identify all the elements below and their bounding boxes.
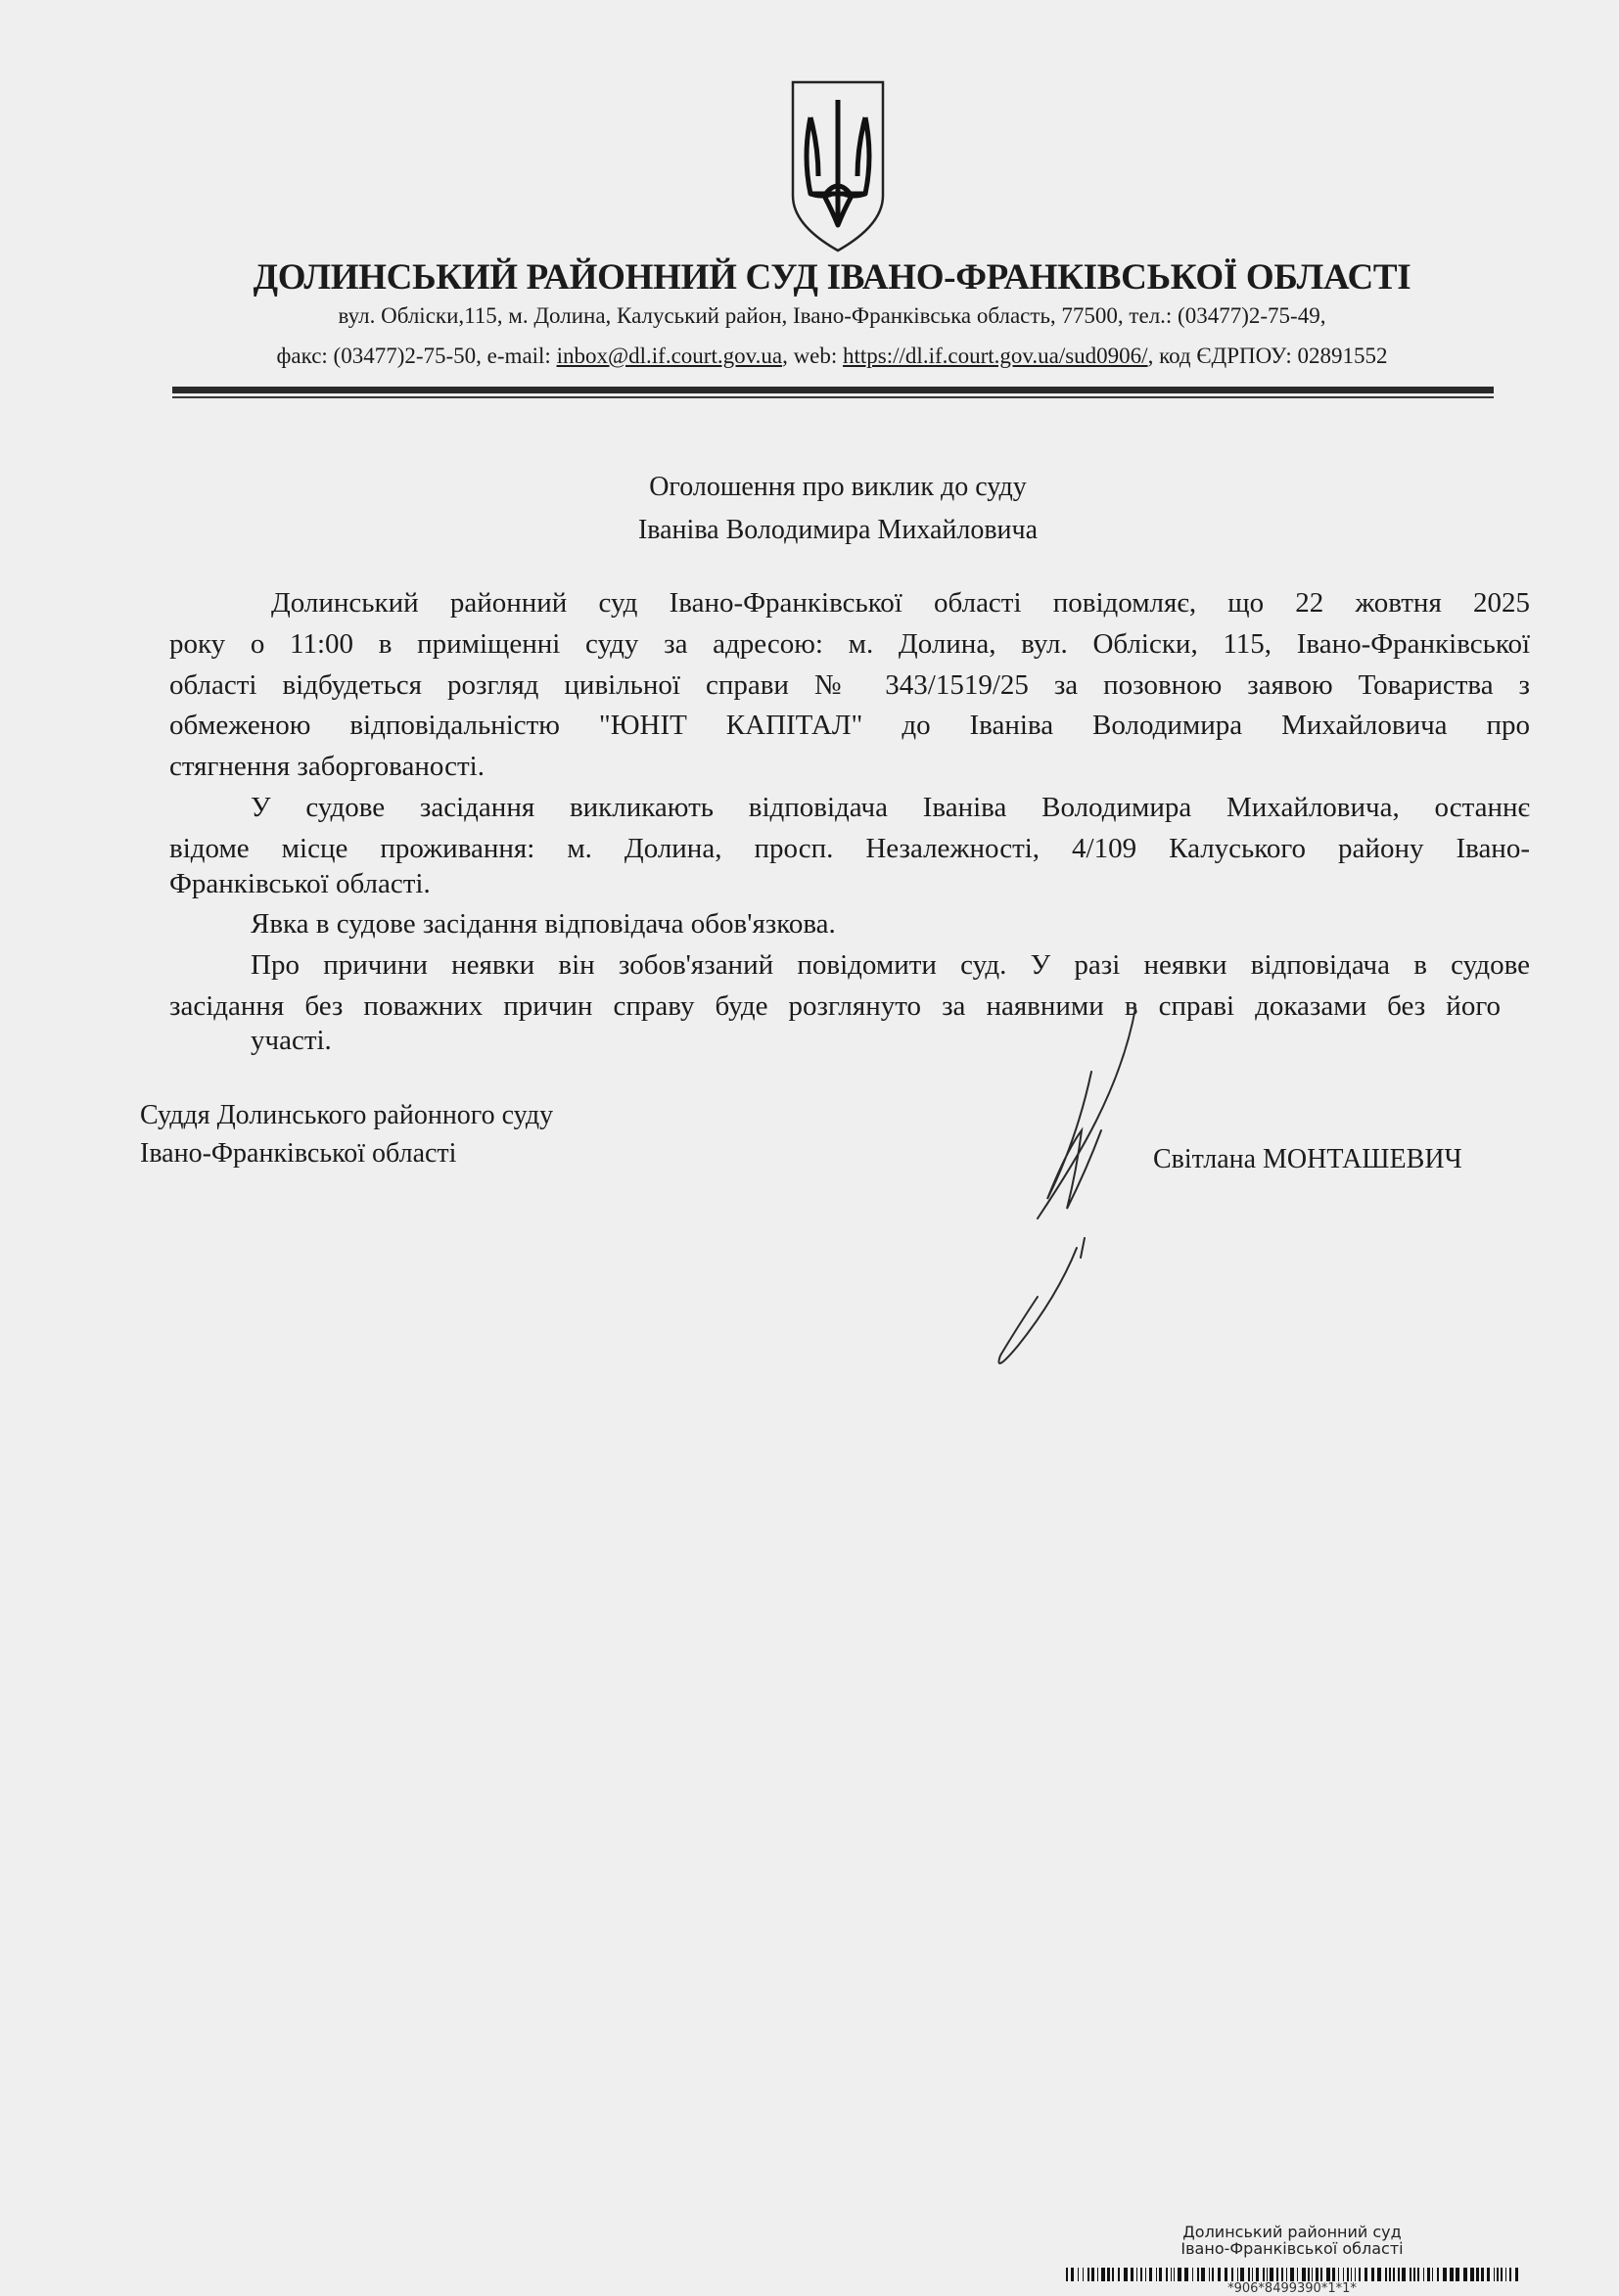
- barcode-bar: [1437, 2268, 1439, 2281]
- barcode-bar: [1501, 2268, 1503, 2281]
- edrpou-code: , код ЄДРПОУ: 02891552: [1147, 344, 1388, 368]
- barcode-bar: [1118, 2268, 1120, 2281]
- barcode-bar: [1131, 2268, 1133, 2281]
- barcode-bar: [1432, 2268, 1433, 2281]
- handwritten-signature: [979, 1003, 1165, 1385]
- barcode-bar: [1066, 2268, 1068, 2281]
- barcode-bar: [1124, 2268, 1128, 2281]
- barcode-bar: [1297, 2268, 1298, 2281]
- barcode-bar: [1476, 2268, 1479, 2281]
- barcode-bar: [1443, 2268, 1447, 2281]
- barcode-bar: [1112, 2268, 1114, 2281]
- stamp-line1: Долинський районний суд: [1182, 2223, 1402, 2241]
- barcode-bar: [1212, 2268, 1214, 2281]
- barcode-bar: [1171, 2268, 1172, 2281]
- barcode-bar: [1140, 2268, 1142, 2281]
- barcode-bar: [1402, 2268, 1406, 2281]
- barcode-bar: [1308, 2268, 1310, 2281]
- notice-heading: Оголошення про виклик до суду: [649, 472, 1027, 502]
- barcode-bar: [1231, 2268, 1233, 2281]
- barcode-bar: [1423, 2268, 1424, 2281]
- barcode-bar: [1201, 2268, 1205, 2281]
- barcode-bar: [1359, 2268, 1361, 2281]
- barcode-bar: [1338, 2268, 1339, 2281]
- barcode-bar: [1145, 2268, 1146, 2281]
- barcode-bar: [1389, 2268, 1391, 2281]
- barcode-bar: [1487, 2268, 1490, 2281]
- barcode-bar: [1470, 2268, 1474, 2281]
- barcode-bar: [1481, 2268, 1484, 2281]
- body-line: У судове засідання викликають відповідача Іваніва Володимира Михайловича, останнє: [251, 792, 1530, 823]
- barcode-bar: [1316, 2268, 1318, 2281]
- barcode-bar: [1494, 2268, 1495, 2281]
- barcode-bar: [1410, 2268, 1411, 2281]
- registry-stamp: [1066, 2224, 1518, 2257]
- barcode-bar: [1225, 2268, 1227, 2281]
- barcode-bar: [1509, 2268, 1511, 2281]
- barcode-bar: [1286, 2268, 1287, 2281]
- barcode-bar: [1351, 2268, 1352, 2281]
- body-line: Франківської області.: [169, 868, 431, 899]
- barcode-bar: [1385, 2268, 1387, 2281]
- coat-of-arms-icon: [789, 78, 887, 254]
- barcode-bar: [1184, 2268, 1188, 2281]
- barcode-bar: [1178, 2268, 1181, 2281]
- barcode-bar: [1174, 2268, 1175, 2281]
- barcode-bar: [1343, 2268, 1344, 2281]
- header-divider-thick: [172, 387, 1494, 393]
- barcode-bar: [1252, 2268, 1253, 2281]
- body-line: участі.: [251, 1025, 332, 1056]
- barcode-bar: [1456, 2268, 1459, 2281]
- barcode-bar: [1270, 2268, 1273, 2281]
- barcode-bar: [1326, 2268, 1330, 2281]
- barcode-bar: [1159, 2268, 1162, 2281]
- barcode-bar: [1355, 2268, 1356, 2281]
- barcode-bar: [1192, 2268, 1193, 2281]
- barcode-bar: [1347, 2268, 1349, 2281]
- barcode-bar: [1320, 2268, 1322, 2281]
- court-name-title: ДОЛИНСЬКИЙ РАЙОННИЙ СУД ІВАНО-ФРАНКІВСЬКОЇ ОБЛАСТІ: [253, 257, 1411, 298]
- barcode-bar: [1281, 2268, 1283, 2281]
- body-line: Долинський районний суд Івано-Франківської області повідомляє, що 22 жовтня 2025: [271, 587, 1530, 619]
- barcode-bar: [1463, 2268, 1467, 2281]
- barcode-bar: [1450, 2268, 1454, 2281]
- judge-position-line1: Суддя Долинського районного суду: [140, 1100, 554, 1130]
- barcode: [1066, 2268, 1518, 2281]
- body-line: обмеженою відповідальністю "ЮНІТ КАПІТАЛ" до Іваніва Володимира Михайловича про: [169, 710, 1530, 741]
- barcode-bar: [1197, 2268, 1199, 2281]
- fax-text: факс: (03477)2-75-50, e-mail:: [276, 344, 557, 368]
- email-link[interactable]: inbox@dl.if.court.gov.ua: [556, 344, 783, 368]
- barcode-bar: [1332, 2268, 1335, 2281]
- notice-addressee: Іваніва Володимира Михайловича: [637, 515, 1039, 545]
- barcode-bar: [1398, 2268, 1400, 2281]
- barcode-bar: [1263, 2268, 1265, 2281]
- body-line: відоме місце проживання: м. Долина, просп. Незалежності, 4/109 Калуського району Івано-: [169, 833, 1530, 864]
- barcode-bar: [1393, 2268, 1395, 2281]
- barcode-bar: [1240, 2268, 1244, 2281]
- barcode-bar: [1497, 2268, 1499, 2281]
- barcode-bar: [1097, 2268, 1098, 2281]
- barcode-bar: [1413, 2268, 1415, 2281]
- barcode-bar: [1091, 2268, 1094, 2281]
- barcode-bar: [1136, 2268, 1137, 2281]
- header-divider-thin: [172, 396, 1494, 398]
- barcode-bar: [1276, 2268, 1278, 2281]
- barcode-bar: [1087, 2268, 1089, 2281]
- barcode-bar: [1101, 2268, 1105, 2281]
- body-line: стягнення заборгованості.: [169, 751, 485, 782]
- barcode-bar: [1166, 2268, 1168, 2281]
- barcode-bar: [1149, 2268, 1152, 2281]
- web-label: , web:: [782, 344, 844, 368]
- barcode-bar: [1377, 2268, 1381, 2281]
- court-contacts: [147, 344, 1517, 369]
- barcode-bar: [1290, 2268, 1294, 2281]
- barcode-bar: [1371, 2268, 1374, 2281]
- barcode-bar: [1078, 2268, 1079, 2281]
- barcode-bar: [1156, 2268, 1157, 2281]
- barcode-bar: [1237, 2268, 1238, 2281]
- barcode-bar: [1312, 2268, 1313, 2281]
- barcode-bar: [1365, 2268, 1367, 2281]
- body-line: року о 11:00 в приміщенні суду за адресою: м. Долина, вул. Обліски, 115, Івано-Франківської: [169, 628, 1530, 660]
- barcode-bar: [1256, 2268, 1259, 2281]
- barcode-bar: [1505, 2268, 1506, 2281]
- barcode-number: *906*8499390*1*1*: [1227, 2281, 1357, 2296]
- barcode-bar: [1248, 2268, 1250, 2281]
- barcode-bar: [1267, 2268, 1268, 2281]
- stamp-line2: Івано-Франківської області: [1180, 2239, 1404, 2258]
- barcode-bar: [1515, 2268, 1518, 2281]
- barcode-bar: [1071, 2268, 1074, 2281]
- barcode-bar: [1417, 2268, 1419, 2281]
- judge-name: Світлана МОНТАШЕВИЧ: [1153, 1144, 1462, 1174]
- barcode-bar: [1209, 2268, 1210, 2281]
- barcode-bar: [1427, 2268, 1430, 2281]
- court-address: вул. Обліски,115, м. Долина, Калуський район, Івано-Франківська область, 77500, тел.: (03477)2-75-49,: [338, 303, 1326, 328]
- barcode-bar: [1302, 2268, 1306, 2281]
- body-line: області відбудеться розгляд цивільної справи № 343/1519/25 за позовною заявою Товариства з: [169, 669, 1530, 701]
- barcode-bar: [1083, 2268, 1084, 2281]
- body-line: засідання без поважних причин справу буде розглянуто за наявними в справі доказами без його: [169, 990, 1501, 1022]
- barcode-bar: [1218, 2268, 1221, 2281]
- barcode-bar: [1107, 2268, 1110, 2281]
- web-link[interactable]: https://dl.if.court.gov.ua/sud0906/: [843, 344, 1148, 368]
- body-line: Явка в судове засідання відповідача обов'язкова.: [251, 908, 836, 940]
- judge-position-line2: Івано-Франківської області: [140, 1138, 457, 1169]
- body-line: Про причини неявки він зобов'язаний повідомити суд. У разі неявки відповідача в судове: [251, 949, 1530, 981]
